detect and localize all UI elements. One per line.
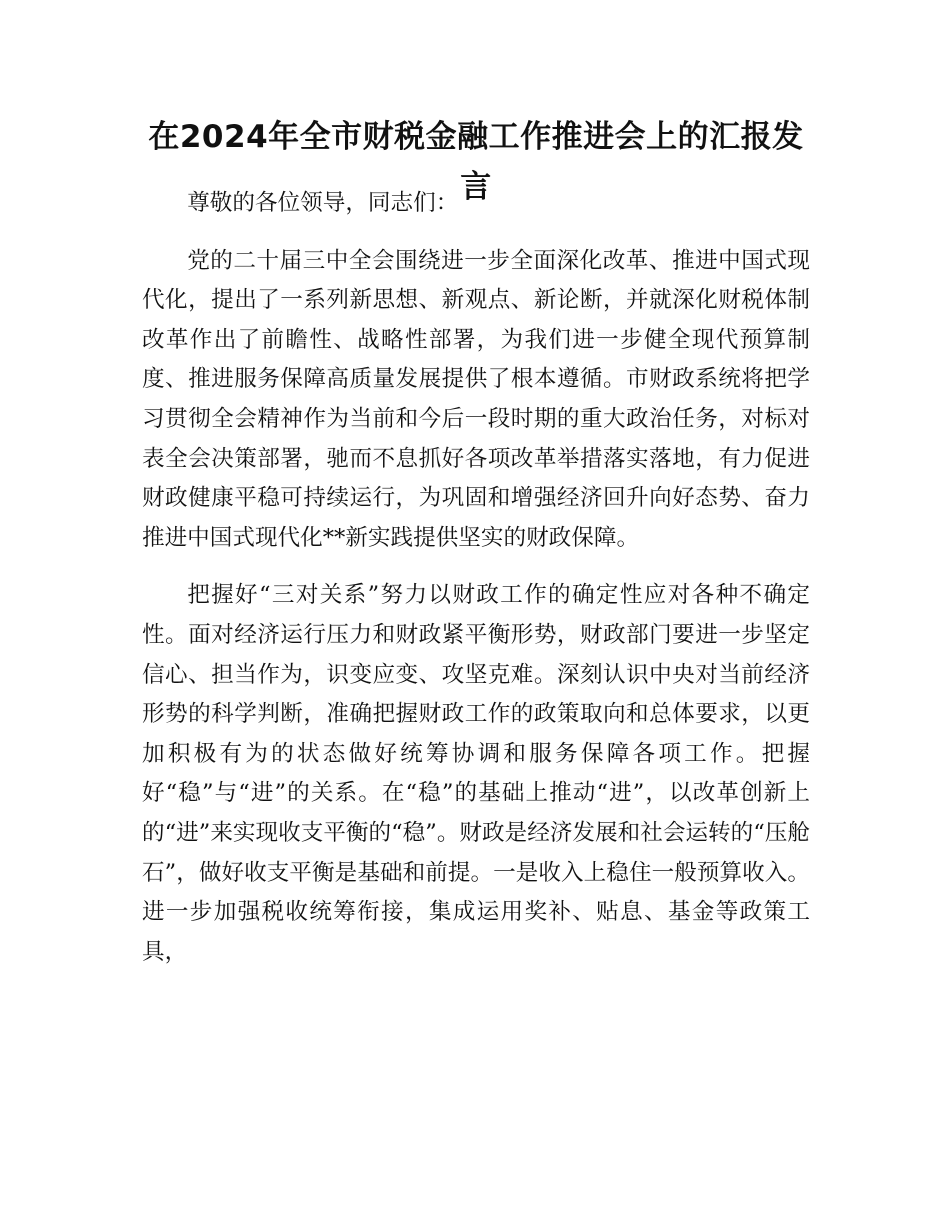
paragraph-1: 党的二十届三中全会围绕进一步全面深化改革、推进中国式现代化，提出了一系列新思想、新观点、新论断，并就深化财税体制改革作出了前瞻性、战略性部署，为我们进一步健全现代预算制度、推进服务保障高质量发展提供了根本遵循。市财政系统将把学习贯彻全会精神作为当前和今后一段时期的重大政治任务，对标对表全会决策部署，驰而不息抓好各项改革举措落实落地，有力促进财政健康平稳可持续运行，为巩固和增强经济回升向好态势、奋力推进中国式现代化**新实践提供坚实的财政保障。: [142, 247, 810, 551]
document-body: [142, 184, 810, 972]
paragraph-2: 把握好“三对关系”努力以财政工作的确定性应对各种不确定性。面对经济运行压力和财政紧平衡形势，财政部门要进一步坚定信心、担当作为，识变应变、攻坚克难。深刻认识中央对当前经济形势的科学判断，准确把握财政工作的政策取向和总体要求，以更加积极有为的状态做好统筹协调和服务保障各项工作。把握好“稳”与“进”的关系。在“稳”的基础上推动“进”，以改革创新上的“进”来实现收支平衡的“稳”。财政是经济发展和社会运转的“压舱石”，做好收支平衡是基础和前提。一是收入上稳住一般预算收入。进一步加强税收统筹衔接，集成运用奖补、贴息、基金等政策工具，: [142, 582, 810, 965]
greeting: 尊敬的各位领导，同志们：: [187, 190, 459, 216]
document-title: 在2024年全市财税金融工作推进会上的汇报发言: [148, 119, 804, 205]
